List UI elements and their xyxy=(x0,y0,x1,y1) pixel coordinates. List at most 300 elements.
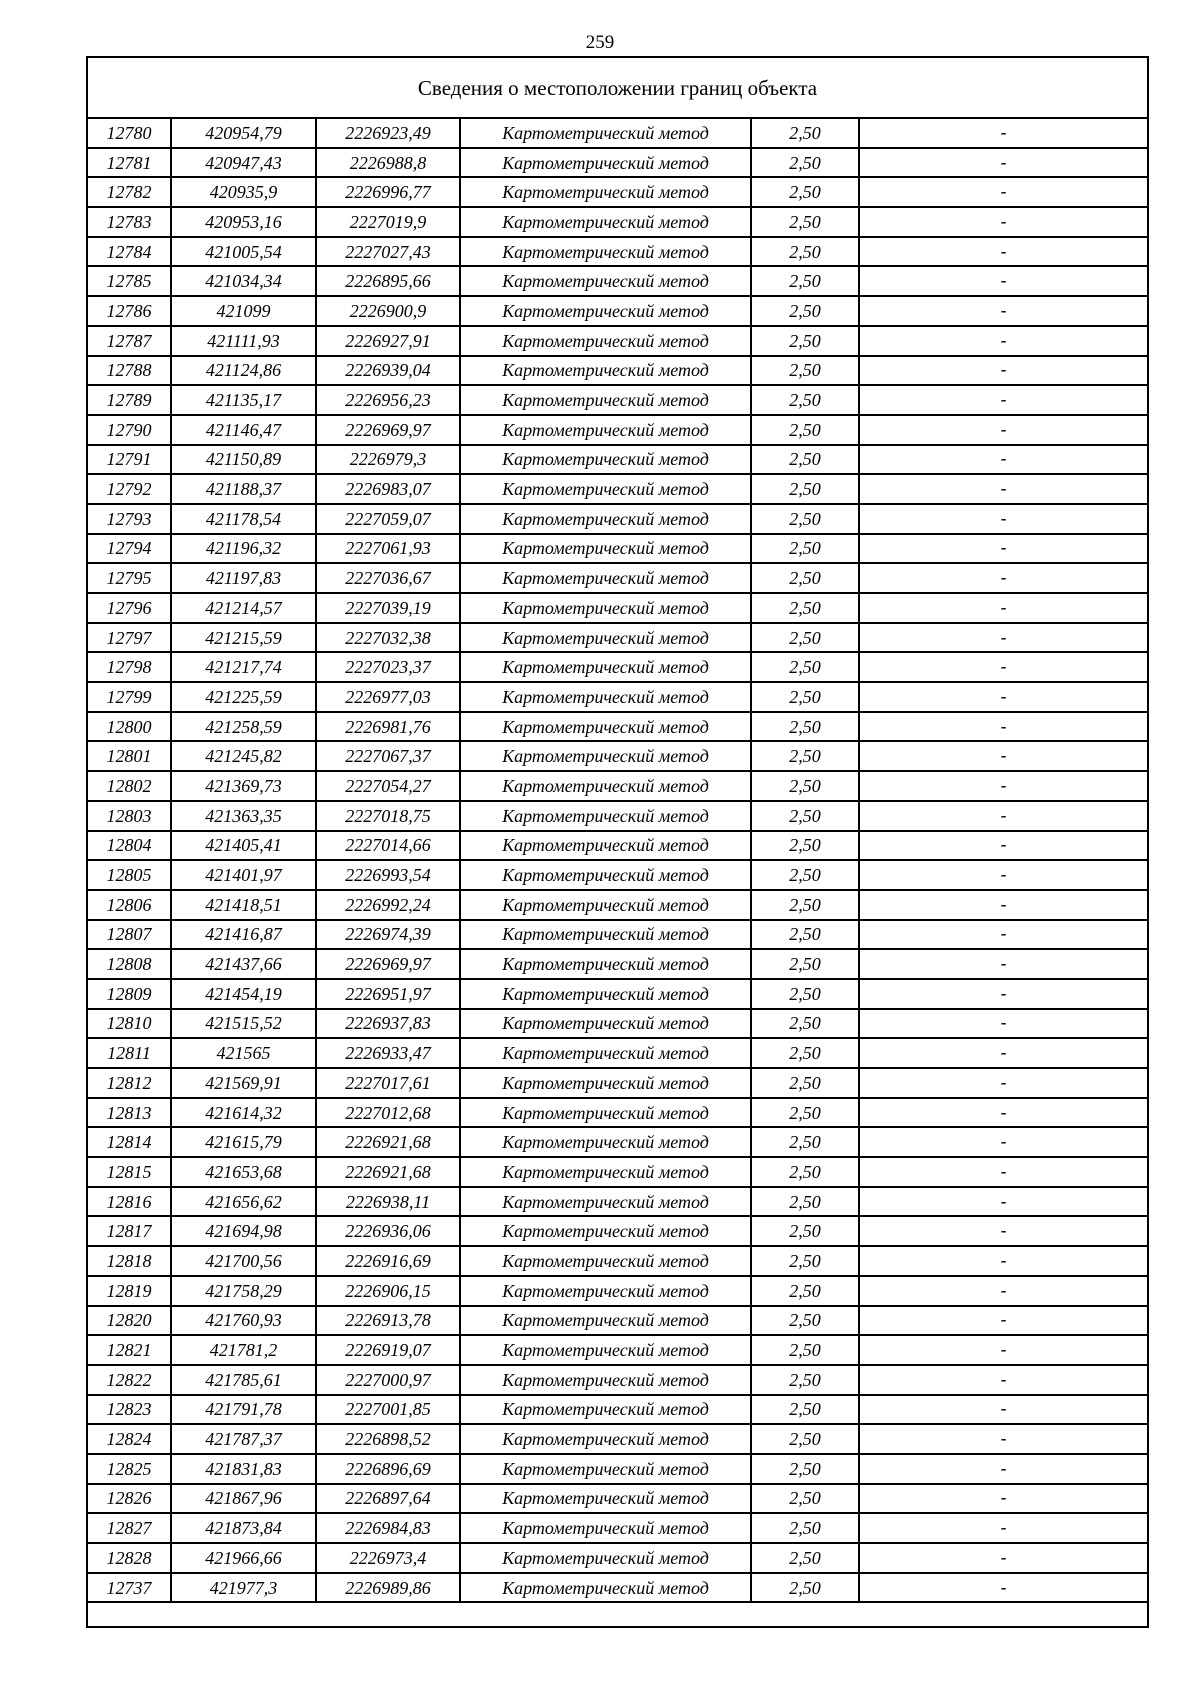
method-cell: Картометрический метод xyxy=(460,1098,751,1128)
point-number-cell: 12805 xyxy=(87,860,171,890)
method-cell: Картометрический метод xyxy=(460,831,751,861)
x-coordinate-cell: 421515,52 xyxy=(171,1009,316,1039)
x-coordinate-cell: 421111,93 xyxy=(171,326,316,356)
x-coordinate-cell: 421215,59 xyxy=(171,623,316,653)
y-coordinate-cell: 2227018,75 xyxy=(316,801,460,831)
y-coordinate-cell: 2226969,97 xyxy=(316,415,460,445)
note-cell: - xyxy=(859,712,1148,742)
table-row xyxy=(87,177,1148,207)
table-row xyxy=(87,445,1148,475)
note-cell: - xyxy=(859,385,1148,415)
point-number-cell: 12784 xyxy=(87,237,171,267)
point-number-cell: 12801 xyxy=(87,741,171,771)
note-cell: - xyxy=(859,741,1148,771)
precision-cell: 2,50 xyxy=(751,1127,859,1157)
table-row xyxy=(87,1068,1148,1098)
method-cell: Картометрический метод xyxy=(460,326,751,356)
precision-cell: 2,50 xyxy=(751,385,859,415)
table-row xyxy=(87,831,1148,861)
method-cell: Картометрический метод xyxy=(460,1484,751,1514)
method-cell: Картометрический метод xyxy=(460,1454,751,1484)
point-number-cell: 12783 xyxy=(87,207,171,237)
note-cell: - xyxy=(859,1038,1148,1068)
note-cell: - xyxy=(859,1157,1148,1187)
precision-cell: 2,50 xyxy=(751,1276,859,1306)
x-coordinate-cell: 421867,96 xyxy=(171,1484,316,1514)
method-cell: Картометрический метод xyxy=(460,1424,751,1454)
note-cell: - xyxy=(859,831,1148,861)
precision-cell: 2,50 xyxy=(751,1454,859,1484)
table-row xyxy=(87,1127,1148,1157)
note-cell: - xyxy=(859,296,1148,326)
precision-cell: 2,50 xyxy=(751,534,859,564)
table-row xyxy=(87,652,1148,682)
precision-cell: 2,50 xyxy=(751,563,859,593)
y-coordinate-cell: 2226921,68 xyxy=(316,1127,460,1157)
x-coordinate-cell: 421785,61 xyxy=(171,1365,316,1395)
note-cell: - xyxy=(859,177,1148,207)
table-row xyxy=(87,385,1148,415)
note-cell: - xyxy=(859,207,1148,237)
point-number-cell: 12788 xyxy=(87,356,171,386)
point-number-cell: 12785 xyxy=(87,266,171,296)
precision-cell: 2,50 xyxy=(751,801,859,831)
x-coordinate-cell: 421791,78 xyxy=(171,1395,316,1425)
precision-cell: 2,50 xyxy=(751,920,859,950)
method-cell: Картометрический метод xyxy=(460,148,751,178)
point-number-cell: 12819 xyxy=(87,1276,171,1306)
method-cell: Картометрический метод xyxy=(460,1127,751,1157)
y-coordinate-cell: 2226916,69 xyxy=(316,1246,460,1276)
x-coordinate-cell: 421196,32 xyxy=(171,534,316,564)
note-cell: - xyxy=(859,1365,1148,1395)
table-row xyxy=(87,504,1148,534)
point-number-cell: 12780 xyxy=(87,118,171,148)
method-cell: Картометрический метод xyxy=(460,1246,751,1276)
x-coordinate-cell: 421653,68 xyxy=(171,1157,316,1187)
y-coordinate-cell: 2226933,47 xyxy=(316,1038,460,1068)
table-row xyxy=(87,1424,1148,1454)
method-cell: Картометрический метод xyxy=(460,266,751,296)
point-number-cell: 12797 xyxy=(87,623,171,653)
note-cell: - xyxy=(859,801,1148,831)
y-coordinate-cell: 2226989,86 xyxy=(316,1573,460,1603)
precision-cell: 2,50 xyxy=(751,266,859,296)
y-coordinate-cell: 2226996,77 xyxy=(316,177,460,207)
x-coordinate-cell: 420954,79 xyxy=(171,118,316,148)
point-number-cell: 12781 xyxy=(87,148,171,178)
y-coordinate-cell: 2226979,3 xyxy=(316,445,460,475)
y-coordinate-cell: 2226898,52 xyxy=(316,1424,460,1454)
note-cell: - xyxy=(859,563,1148,593)
y-coordinate-cell: 2227019,9 xyxy=(316,207,460,237)
table-row xyxy=(87,1246,1148,1276)
y-coordinate-cell: 2226913,78 xyxy=(316,1306,460,1336)
precision-cell: 2,50 xyxy=(751,474,859,504)
precision-cell: 2,50 xyxy=(751,118,859,148)
point-number-cell: 12787 xyxy=(87,326,171,356)
table-row xyxy=(87,534,1148,564)
method-cell: Картометрический метод xyxy=(460,207,751,237)
precision-cell: 2,50 xyxy=(751,1306,859,1336)
x-coordinate-cell: 421614,32 xyxy=(171,1098,316,1128)
y-coordinate-cell: 2226974,39 xyxy=(316,920,460,950)
y-coordinate-cell: 2227061,93 xyxy=(316,534,460,564)
precision-cell: 2,50 xyxy=(751,415,859,445)
method-cell: Картометрический метод xyxy=(460,1216,751,1246)
note-cell: - xyxy=(859,445,1148,475)
y-coordinate-cell: 2227067,37 xyxy=(316,741,460,771)
precision-cell: 2,50 xyxy=(751,1246,859,1276)
precision-cell: 2,50 xyxy=(751,831,859,861)
x-coordinate-cell: 421787,37 xyxy=(171,1424,316,1454)
point-number-cell: 12803 xyxy=(87,801,171,831)
x-coordinate-cell: 421831,83 xyxy=(171,1454,316,1484)
note-cell: - xyxy=(859,1098,1148,1128)
precision-cell: 2,50 xyxy=(751,1335,859,1365)
point-number-cell: 12806 xyxy=(87,890,171,920)
note-cell: - xyxy=(859,504,1148,534)
point-number-cell: 12827 xyxy=(87,1513,171,1543)
table-row xyxy=(87,1157,1148,1187)
table-row xyxy=(87,860,1148,890)
point-number-cell: 12793 xyxy=(87,504,171,534)
method-cell: Картометрический метод xyxy=(460,534,751,564)
precision-cell: 2,50 xyxy=(751,1543,859,1573)
table-row xyxy=(87,1365,1148,1395)
note-cell: - xyxy=(859,1187,1148,1217)
point-number-cell: 12824 xyxy=(87,1424,171,1454)
table-row xyxy=(87,623,1148,653)
y-coordinate-cell: 2227039,19 xyxy=(316,593,460,623)
y-coordinate-cell: 2226921,68 xyxy=(316,1157,460,1187)
note-cell: - xyxy=(859,979,1148,1009)
x-coordinate-cell: 420935,9 xyxy=(171,177,316,207)
point-number-cell: 12802 xyxy=(87,771,171,801)
note-cell: - xyxy=(859,949,1148,979)
y-coordinate-cell: 2226938,11 xyxy=(316,1187,460,1217)
note-cell: - xyxy=(859,593,1148,623)
precision-cell: 2,50 xyxy=(751,1365,859,1395)
table-row xyxy=(87,563,1148,593)
boundary-coordinates-table xyxy=(86,56,1149,1628)
note-cell: - xyxy=(859,1306,1148,1336)
table-row xyxy=(87,1306,1148,1336)
precision-cell: 2,50 xyxy=(751,860,859,890)
y-coordinate-cell: 2226969,97 xyxy=(316,949,460,979)
x-coordinate-cell: 421700,56 xyxy=(171,1246,316,1276)
table-row xyxy=(87,415,1148,445)
note-cell: - xyxy=(859,1424,1148,1454)
note-cell: - xyxy=(859,623,1148,653)
y-coordinate-cell: 2226900,9 xyxy=(316,296,460,326)
precision-cell: 2,50 xyxy=(751,237,859,267)
y-coordinate-cell: 2226984,83 xyxy=(316,1513,460,1543)
precision-cell: 2,50 xyxy=(751,593,859,623)
method-cell: Картометрический метод xyxy=(460,1335,751,1365)
method-cell: Картометрический метод xyxy=(460,385,751,415)
y-coordinate-cell: 2227017,61 xyxy=(316,1068,460,1098)
y-coordinate-cell: 2226981,76 xyxy=(316,712,460,742)
x-coordinate-cell: 421005,54 xyxy=(171,237,316,267)
method-cell: Картометрический метод xyxy=(460,1068,751,1098)
method-cell: Картометрический метод xyxy=(460,177,751,207)
y-coordinate-cell: 2226896,69 xyxy=(316,1454,460,1484)
y-coordinate-cell: 2226927,91 xyxy=(316,326,460,356)
x-coordinate-cell: 421178,54 xyxy=(171,504,316,534)
table-row xyxy=(87,979,1148,1009)
note-cell: - xyxy=(859,1513,1148,1543)
point-number-cell: 12818 xyxy=(87,1246,171,1276)
point-number-cell: 12796 xyxy=(87,593,171,623)
x-coordinate-cell: 421405,41 xyxy=(171,831,316,861)
method-cell: Картометрический метод xyxy=(460,1038,751,1068)
note-cell: - xyxy=(859,1276,1148,1306)
x-coordinate-cell: 421258,59 xyxy=(171,712,316,742)
x-coordinate-cell: 421245,82 xyxy=(171,741,316,771)
table-footer-row xyxy=(87,1602,1148,1627)
method-cell: Картометрический метод xyxy=(460,563,751,593)
method-cell: Картометрический метод xyxy=(460,741,751,771)
table-title: Сведения о местоположении границ объекта xyxy=(87,57,1148,118)
x-coordinate-cell: 421197,83 xyxy=(171,563,316,593)
note-cell: - xyxy=(859,1127,1148,1157)
y-coordinate-cell: 2227036,67 xyxy=(316,563,460,593)
note-cell: - xyxy=(859,860,1148,890)
table-row xyxy=(87,712,1148,742)
point-number-cell: 12790 xyxy=(87,415,171,445)
method-cell: Картометрический метод xyxy=(460,1009,751,1039)
precision-cell: 2,50 xyxy=(751,445,859,475)
y-coordinate-cell: 2226897,64 xyxy=(316,1484,460,1514)
point-number-cell: 12817 xyxy=(87,1216,171,1246)
method-cell: Картометрический метод xyxy=(460,771,751,801)
x-coordinate-cell: 421150,89 xyxy=(171,445,316,475)
y-coordinate-cell: 2227023,37 xyxy=(316,652,460,682)
note-cell: - xyxy=(859,266,1148,296)
x-coordinate-cell: 421363,35 xyxy=(171,801,316,831)
precision-cell: 2,50 xyxy=(751,682,859,712)
table-row xyxy=(87,1216,1148,1246)
note-cell: - xyxy=(859,534,1148,564)
method-cell: Картометрический метод xyxy=(460,1365,751,1395)
x-coordinate-cell: 421225,59 xyxy=(171,682,316,712)
point-number-cell: 12807 xyxy=(87,920,171,950)
table-row xyxy=(87,1187,1148,1217)
x-coordinate-cell: 421416,87 xyxy=(171,920,316,950)
point-number-cell: 12737 xyxy=(87,1573,171,1603)
method-cell: Картометрический метод xyxy=(460,1276,751,1306)
x-coordinate-cell: 421034,34 xyxy=(171,266,316,296)
x-coordinate-cell: 421781,2 xyxy=(171,1335,316,1365)
y-coordinate-cell: 2227032,38 xyxy=(316,623,460,653)
note-cell: - xyxy=(859,148,1148,178)
point-number-cell: 12810 xyxy=(87,1009,171,1039)
note-cell: - xyxy=(859,1543,1148,1573)
precision-cell: 2,50 xyxy=(751,177,859,207)
x-coordinate-cell: 421135,17 xyxy=(171,385,316,415)
x-coordinate-cell: 421977,3 xyxy=(171,1573,316,1603)
point-number-cell: 12798 xyxy=(87,652,171,682)
point-number-cell: 12812 xyxy=(87,1068,171,1098)
point-number-cell: 12789 xyxy=(87,385,171,415)
method-cell: Картометрический метод xyxy=(460,682,751,712)
x-coordinate-cell: 421418,51 xyxy=(171,890,316,920)
note-cell: - xyxy=(859,1246,1148,1276)
method-cell: Картометрический метод xyxy=(460,474,751,504)
note-cell: - xyxy=(859,1454,1148,1484)
note-cell: - xyxy=(859,652,1148,682)
table-row xyxy=(87,474,1148,504)
table-row xyxy=(87,1276,1148,1306)
method-cell: Картометрический метод xyxy=(460,356,751,386)
x-coordinate-cell: 421454,19 xyxy=(171,979,316,1009)
x-coordinate-cell: 421760,93 xyxy=(171,1306,316,1336)
table-row xyxy=(87,237,1148,267)
method-cell: Картометрический метод xyxy=(460,979,751,1009)
y-coordinate-cell: 2227012,68 xyxy=(316,1098,460,1128)
precision-cell: 2,50 xyxy=(751,1395,859,1425)
precision-cell: 2,50 xyxy=(751,356,859,386)
note-cell: - xyxy=(859,1009,1148,1039)
table-row xyxy=(87,1038,1148,1068)
note-cell: - xyxy=(859,474,1148,504)
table-row xyxy=(87,801,1148,831)
precision-cell: 2,50 xyxy=(751,979,859,1009)
precision-cell: 2,50 xyxy=(751,1187,859,1217)
note-cell: - xyxy=(859,1216,1148,1246)
x-coordinate-cell: 421369,73 xyxy=(171,771,316,801)
y-coordinate-cell: 2226937,83 xyxy=(316,1009,460,1039)
y-coordinate-cell: 2226973,4 xyxy=(316,1543,460,1573)
table-row xyxy=(87,326,1148,356)
precision-cell: 2,50 xyxy=(751,207,859,237)
x-coordinate-cell: 421656,62 xyxy=(171,1187,316,1217)
x-coordinate-cell: 420953,16 xyxy=(171,207,316,237)
point-number-cell: 12799 xyxy=(87,682,171,712)
table-row xyxy=(87,1513,1148,1543)
y-coordinate-cell: 2226936,06 xyxy=(316,1216,460,1246)
table-row xyxy=(87,949,1148,979)
precision-cell: 2,50 xyxy=(751,1157,859,1187)
y-coordinate-cell: 2226983,07 xyxy=(316,474,460,504)
y-coordinate-cell: 2227054,27 xyxy=(316,771,460,801)
note-cell: - xyxy=(859,771,1148,801)
x-coordinate-cell: 421437,66 xyxy=(171,949,316,979)
table-row xyxy=(87,890,1148,920)
y-coordinate-cell: 2226988,8 xyxy=(316,148,460,178)
point-number-cell: 12794 xyxy=(87,534,171,564)
table-row xyxy=(87,266,1148,296)
point-number-cell: 12825 xyxy=(87,1454,171,1484)
precision-cell: 2,50 xyxy=(751,1098,859,1128)
table-row xyxy=(87,1335,1148,1365)
table-row xyxy=(87,1543,1148,1573)
x-coordinate-cell: 421569,91 xyxy=(171,1068,316,1098)
point-number-cell: 12808 xyxy=(87,949,171,979)
point-number-cell: 12786 xyxy=(87,296,171,326)
precision-cell: 2,50 xyxy=(751,1484,859,1514)
y-coordinate-cell: 2227001,85 xyxy=(316,1395,460,1425)
y-coordinate-cell: 2227027,43 xyxy=(316,237,460,267)
method-cell: Картометрический метод xyxy=(460,949,751,979)
point-number-cell: 12795 xyxy=(87,563,171,593)
point-number-cell: 12822 xyxy=(87,1365,171,1395)
precision-cell: 2,50 xyxy=(751,1424,859,1454)
x-coordinate-cell: 421188,37 xyxy=(171,474,316,504)
note-cell: - xyxy=(859,415,1148,445)
note-cell: - xyxy=(859,237,1148,267)
precision-cell: 2,50 xyxy=(751,890,859,920)
point-number-cell: 12782 xyxy=(87,177,171,207)
method-cell: Картометрический метод xyxy=(460,801,751,831)
method-cell: Картометрический метод xyxy=(460,1543,751,1573)
note-cell: - xyxy=(859,920,1148,950)
table-row xyxy=(87,1009,1148,1039)
table-row xyxy=(87,1395,1148,1425)
precision-cell: 2,50 xyxy=(751,1038,859,1068)
table-row xyxy=(87,920,1148,950)
note-cell: - xyxy=(859,356,1148,386)
point-number-cell: 12821 xyxy=(87,1335,171,1365)
table-row xyxy=(87,682,1148,712)
point-number-cell: 12815 xyxy=(87,1157,171,1187)
y-coordinate-cell: 2226977,03 xyxy=(316,682,460,712)
table-row xyxy=(87,356,1148,386)
method-cell: Картометрический метод xyxy=(460,712,751,742)
point-number-cell: 12791 xyxy=(87,445,171,475)
table-row xyxy=(87,741,1148,771)
precision-cell: 2,50 xyxy=(751,949,859,979)
x-coordinate-cell: 421217,74 xyxy=(171,652,316,682)
y-coordinate-cell: 2226919,07 xyxy=(316,1335,460,1365)
point-number-cell: 12816 xyxy=(87,1187,171,1217)
precision-cell: 2,50 xyxy=(751,1573,859,1603)
table-title-row xyxy=(87,57,1148,118)
point-number-cell: 12828 xyxy=(87,1543,171,1573)
x-coordinate-cell: 421124,86 xyxy=(171,356,316,386)
table-row xyxy=(87,1454,1148,1484)
y-coordinate-cell: 2226895,66 xyxy=(316,266,460,296)
method-cell: Картометрический метод xyxy=(460,593,751,623)
table-row xyxy=(87,1484,1148,1514)
method-cell: Картометрический метод xyxy=(460,118,751,148)
precision-cell: 2,50 xyxy=(751,1513,859,1543)
precision-cell: 2,50 xyxy=(751,504,859,534)
method-cell: Картометрический метод xyxy=(460,445,751,475)
table-row xyxy=(87,207,1148,237)
y-coordinate-cell: 2227014,66 xyxy=(316,831,460,861)
point-number-cell: 12800 xyxy=(87,712,171,742)
point-number-cell: 12820 xyxy=(87,1306,171,1336)
method-cell: Картометрический метод xyxy=(460,1573,751,1603)
y-coordinate-cell: 2226993,54 xyxy=(316,860,460,890)
point-number-cell: 12804 xyxy=(87,831,171,861)
note-cell: - xyxy=(859,890,1148,920)
point-number-cell: 12814 xyxy=(87,1127,171,1157)
precision-cell: 2,50 xyxy=(751,326,859,356)
point-number-cell: 12826 xyxy=(87,1484,171,1514)
precision-cell: 2,50 xyxy=(751,1216,859,1246)
method-cell: Картометрический метод xyxy=(460,1157,751,1187)
table-row xyxy=(87,1573,1148,1603)
note-cell: - xyxy=(859,682,1148,712)
note-cell: - xyxy=(859,1484,1148,1514)
note-cell: - xyxy=(859,118,1148,148)
point-number-cell: 12792 xyxy=(87,474,171,504)
table-row xyxy=(87,148,1148,178)
method-cell: Картометрический метод xyxy=(460,237,751,267)
